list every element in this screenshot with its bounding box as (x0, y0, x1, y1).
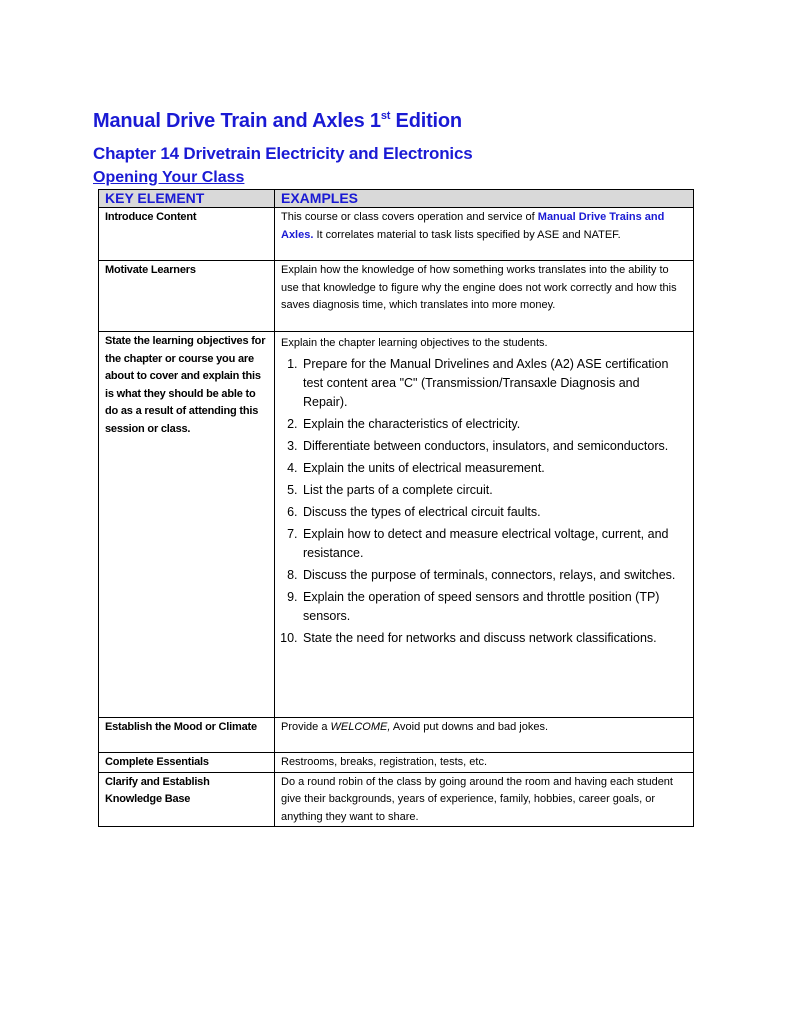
example-cell: Explain how the knowledge of how something works translates into the ability to use that knowledge to figure why the engine does not work correctly and how this saves diagnosis time, which translates into more money. (275, 261, 694, 332)
key-cell: Complete Essentials (99, 753, 275, 773)
section-heading: Opening Your Class (93, 169, 245, 186)
table-header-row (99, 190, 694, 208)
text: This course or class covers operation and service of (281, 211, 538, 223)
table-row (99, 261, 694, 332)
list-item: 5. List the parts of a complete circuit. (301, 481, 687, 500)
key-cell: Clarify and Establish Knowledge Base (99, 772, 275, 827)
header-examples: EXAMPLES (275, 190, 694, 208)
document-title (93, 110, 462, 133)
table-row (99, 332, 694, 718)
lesson-table (98, 189, 694, 827)
list-item: 3. Differentiate between conductors, insulators, and semiconductors. (301, 437, 687, 456)
table-row (99, 718, 694, 753)
emphasis-text: WELCOME, (330, 721, 391, 733)
key-cell: Motivate Learners (99, 261, 275, 332)
table-row (99, 753, 694, 773)
objectives-intro: Explain the chapter learning objectives to the students. (281, 337, 548, 349)
table-row (99, 772, 694, 827)
title-text: Manual Drive Train and Axles 1 (93, 110, 381, 132)
example-cell (275, 332, 694, 718)
key-cell: State the learning objectives for the chapter or course you are about to cover and explain this is what they should be able to do as a result of attending this session or class. (99, 332, 275, 718)
text: Avoid put downs and bad jokes. (390, 721, 549, 733)
text: Provide a (281, 721, 331, 733)
table-row (99, 208, 694, 261)
title-superscript: st (380, 110, 391, 122)
list-item: 1. Prepare for the Manual Drivelines and Axles (A2) ASE certification test content area "C" (Transmission/Transaxle Diagnosis and Repair). (301, 355, 687, 412)
example-cell: Do a round robin of the class by going around the room and having each student give their backgrounds, years of experience, family, hobbies, career goals, or anything they want to share. (275, 772, 694, 827)
list-item: 9. Explain the operation of speed sensors and throttle position (TP) sensors. (301, 588, 687, 626)
example-cell (275, 208, 694, 261)
objectives-list (281, 355, 687, 648)
header-key-element: KEY ELEMENT (99, 190, 275, 208)
title-edition: Edition (390, 110, 462, 132)
list-item: 2. Explain the characteristics of electricity. (301, 415, 687, 434)
chapter-heading: Chapter 14 Drivetrain Electricity and Electronics (93, 144, 473, 163)
example-cell (275, 718, 694, 753)
list-item: 8. Discuss the purpose of terminals, connectors, relays, and switches. (301, 566, 687, 585)
highlight-text: Manual Drive Trains and Axles. (281, 211, 665, 241)
list-item: 4. Explain the units of electrical measurement. (301, 459, 687, 478)
key-cell: Establish the Mood or Climate (99, 718, 275, 753)
text: It correlates material to task lists specified by ASE and NATEF. (313, 228, 621, 241)
key-cell: Introduce Content (99, 208, 275, 261)
example-cell: Restrooms, breaks, registration, tests, etc. (275, 753, 694, 773)
list-item: 6. Discuss the types of electrical circuit faults. (301, 503, 687, 522)
list-item: 10. State the need for networks and discuss network classifications. (301, 629, 687, 648)
list-item: 7. Explain how to detect and measure electrical voltage, current, and resistance. (301, 525, 687, 563)
